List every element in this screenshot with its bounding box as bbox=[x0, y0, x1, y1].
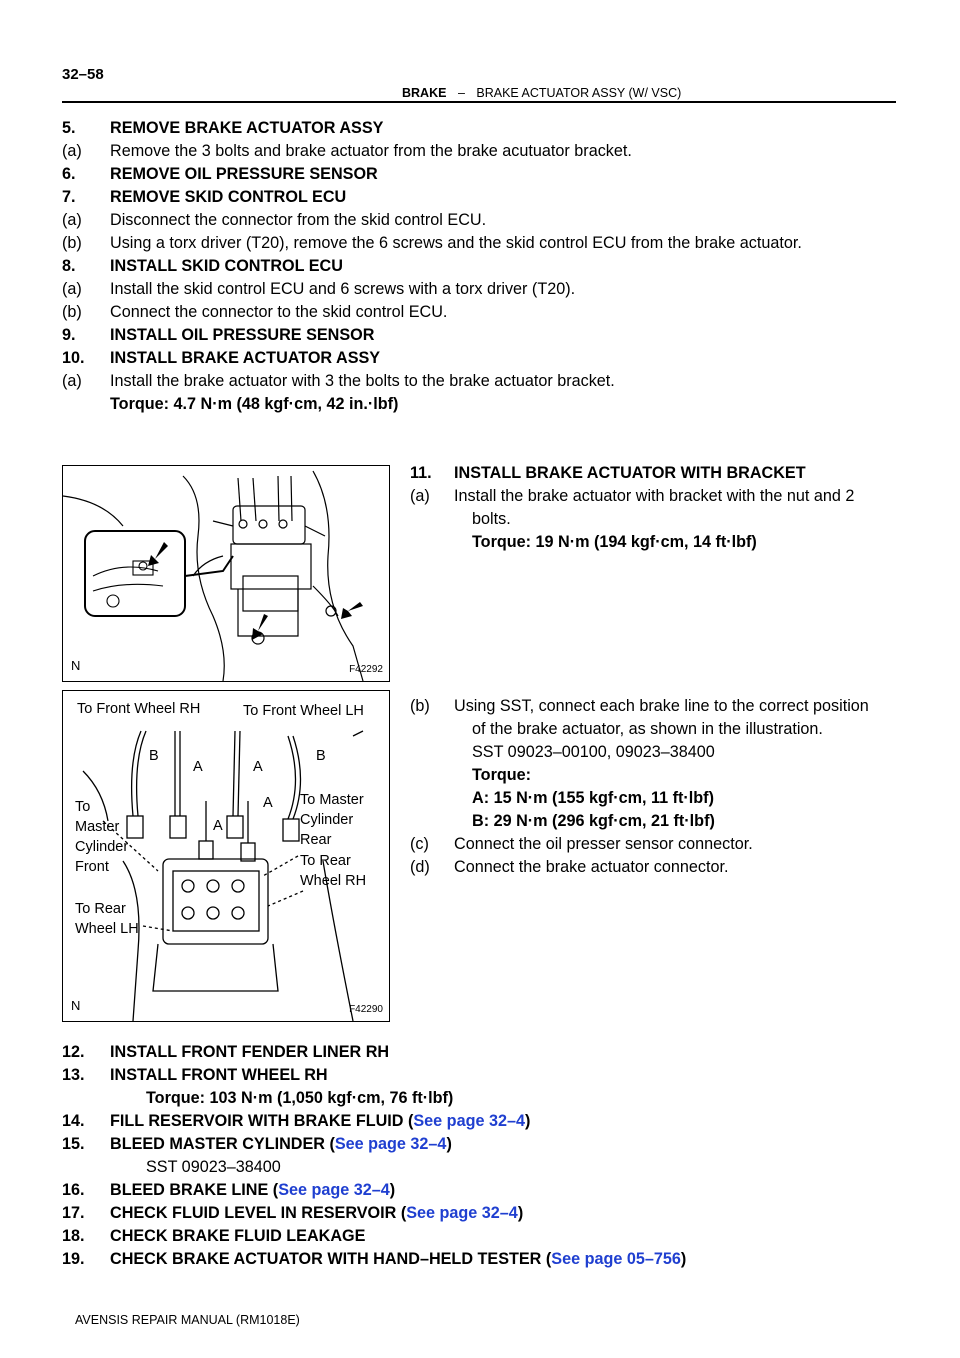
step-8b-text: Connect the connector to the skid control ECU. bbox=[110, 303, 448, 321]
label-a-1: A bbox=[193, 759, 203, 775]
header-separator: – bbox=[457, 86, 465, 100]
step-15-link[interactable]: See page 32–4 bbox=[334, 1135, 447, 1153]
bracket-drawing bbox=[63, 466, 389, 681]
step-5-text: REMOVE BRAKE ACTUATOR ASSY bbox=[110, 119, 384, 137]
step-10a-text: Install the brake actuator with 3 the bolts to the brake actuator bracket. bbox=[110, 372, 615, 390]
step-19-text: CHECK BRAKE ACTUATOR WITH HAND–HELD TESTER (See page 05–756) bbox=[110, 1250, 687, 1268]
figure2-north-mark: N bbox=[71, 998, 81, 1013]
label-a-2: A bbox=[253, 759, 263, 775]
step-11d-text: Connect the brake actuator connector. bbox=[454, 858, 729, 876]
step-11a-line1: Install the brake actuator with bracket with the nut and 2 bbox=[454, 487, 855, 505]
step-17-text: CHECK FLUID LEVEL IN RESERVOIR (See page 32–4) bbox=[110, 1204, 524, 1222]
label-to-front-wheel-rh: To Front Wheel RH bbox=[77, 701, 201, 717]
step-8a-text: Install the skid control ECU and 6 screws with a torx driver (T20). bbox=[110, 280, 576, 298]
step-15-sst: SST 09023–38400 bbox=[146, 1158, 281, 1176]
label-a-3: A bbox=[263, 795, 273, 811]
step-18-num: 18. bbox=[62, 1227, 85, 1245]
step-11b-line2: of the brake actuator, as shown in the illustration. bbox=[472, 720, 823, 738]
step-12-text: INSTALL FRONT FENDER LINER RH bbox=[110, 1043, 390, 1061]
step-13-num: 13. bbox=[62, 1066, 85, 1084]
step-16-text: BLEED BRAKE LINE (See page 32–4) bbox=[110, 1181, 396, 1199]
step-7b-num: (b) bbox=[62, 234, 82, 252]
step-11b-torque-b: B: 29 N·m (296 kgf·cm, 21 ft·lbf) bbox=[472, 812, 715, 830]
step-19-link[interactable]: See page 05–756 bbox=[551, 1250, 681, 1268]
step-11c-text: Connect the oil presser sensor connector. bbox=[454, 835, 753, 853]
step-5a-text: Remove the 3 bolts and brake actuator from the brake acutuator bracket. bbox=[110, 142, 632, 160]
step-18-text: CHECK BRAKE FLUID LEAKAGE bbox=[110, 1227, 366, 1245]
step-11b-sst: SST 09023–00100, 09023–38400 bbox=[472, 743, 715, 761]
figure1-north-mark: N bbox=[71, 658, 81, 673]
label-to-front-wheel-lh: To Front Wheel LH bbox=[243, 703, 364, 719]
label-to-rear-wheel-rh: To Rear Wheel RH bbox=[300, 853, 367, 889]
step-12-num: 12. bbox=[62, 1043, 85, 1061]
step-16-num: 16. bbox=[62, 1181, 85, 1199]
step-11a-line2: bolts. bbox=[472, 510, 511, 528]
figure2-code: F42290 bbox=[349, 1004, 383, 1015]
step-11b-num: (b) bbox=[410, 697, 430, 715]
figure-brake-lines-illustration bbox=[62, 690, 390, 1022]
step-15-num: 15. bbox=[62, 1135, 85, 1153]
figure-bracket-illustration bbox=[62, 465, 390, 682]
label-a-4: A bbox=[213, 818, 223, 834]
step-7-num: 7. bbox=[62, 188, 76, 206]
step-6-num: 6. bbox=[62, 165, 76, 183]
step-17-link[interactable]: See page 32–4 bbox=[406, 1204, 518, 1222]
step-8b-num: (b) bbox=[62, 303, 82, 321]
step-11d-num: (d) bbox=[410, 858, 430, 876]
step-17-num: 17. bbox=[62, 1204, 85, 1222]
step-11-title: INSTALL BRAKE ACTUATOR WITH BRACKET bbox=[454, 464, 806, 482]
step-7a-text: Disconnect the connector from the skid control ECU. bbox=[110, 211, 487, 229]
header-section: BRAKE bbox=[402, 86, 447, 100]
step-7a-num: (a) bbox=[62, 211, 82, 229]
step-10a-num: (a) bbox=[62, 372, 82, 390]
header-rule bbox=[62, 101, 896, 103]
label-b-right: B bbox=[316, 748, 326, 764]
label-to-master-cylinder-rear: To Master Cylinder Rear bbox=[300, 792, 364, 848]
label-b-left: B bbox=[149, 748, 159, 764]
step-9-num: 9. bbox=[62, 326, 76, 344]
step-6-text: REMOVE OIL PRESSURE SENSOR bbox=[110, 165, 378, 183]
step-7b-text: Using a torx driver (T20), remove the 6 screws and the skid control ECU from the brake actuator. bbox=[110, 234, 802, 252]
step-11b-torque-a: A: 15 N·m (155 kgf·cm, 11 ft·lbf) bbox=[472, 789, 714, 807]
step-8a-num: (a) bbox=[62, 280, 82, 298]
header-title: BRAKE ACTUATOR ASSY (W/ VSC) bbox=[476, 86, 682, 100]
step-7-text: REMOVE SKID CONTROL ECU bbox=[110, 188, 347, 206]
step-15-text: BLEED MASTER CYLINDER (See page 32–4) bbox=[110, 1135, 452, 1153]
footer: AVENSIS REPAIR MANUAL (RM1018E) bbox=[75, 1313, 300, 1327]
step-11a-torque: Torque: 19 N·m (194 kgf·cm, 14 ft·lbf) bbox=[472, 533, 757, 551]
label-to-rear-wheel-lh: To Rear Wheel LH bbox=[75, 901, 139, 937]
page-number: 32–58 bbox=[62, 66, 104, 83]
step-10-text: INSTALL BRAKE ACTUATOR ASSY bbox=[110, 349, 381, 367]
step-10-num: 10. bbox=[62, 349, 85, 367]
step-14-num: 14. bbox=[62, 1112, 85, 1130]
step-11b-line1: Using SST, connect each brake line to the correct position bbox=[454, 697, 869, 715]
step-9-text: INSTALL OIL PRESSURE SENSOR bbox=[110, 326, 375, 344]
label-to-master-cylinder-front: To Master Cylinder Front bbox=[75, 799, 129, 875]
step-11c-num: (c) bbox=[410, 835, 429, 853]
step-14-text: FILL RESERVOIR WITH BRAKE FLUID (See page 32–4) bbox=[110, 1112, 531, 1130]
torque-10a: Torque: 4.7 N·m (48 kgf·cm, 42 in.·lbf) bbox=[110, 395, 399, 413]
step-5a-num: (a) bbox=[62, 142, 82, 160]
step-11b-torque-label: Torque: bbox=[472, 766, 532, 784]
step-8-text: INSTALL SKID CONTROL ECU bbox=[110, 257, 343, 275]
step-16-link[interactable]: See page 32–4 bbox=[278, 1181, 390, 1199]
step-14-link[interactable]: See page 32–4 bbox=[413, 1112, 525, 1130]
running-header bbox=[402, 86, 681, 100]
step-19-num: 19. bbox=[62, 1250, 85, 1268]
step-13-text: INSTALL FRONT WHEEL RH bbox=[110, 1066, 328, 1084]
step-8-num: 8. bbox=[62, 257, 76, 275]
step-11a-num: (a) bbox=[410, 487, 430, 505]
figure1-code: F42292 bbox=[349, 664, 383, 675]
step-11-num: 11. bbox=[410, 464, 432, 482]
step-5: 5. bbox=[62, 119, 76, 137]
step-13-torque: Torque: 103 N·m (1,050 kgf·cm, 76 ft·lbf) bbox=[146, 1089, 454, 1107]
